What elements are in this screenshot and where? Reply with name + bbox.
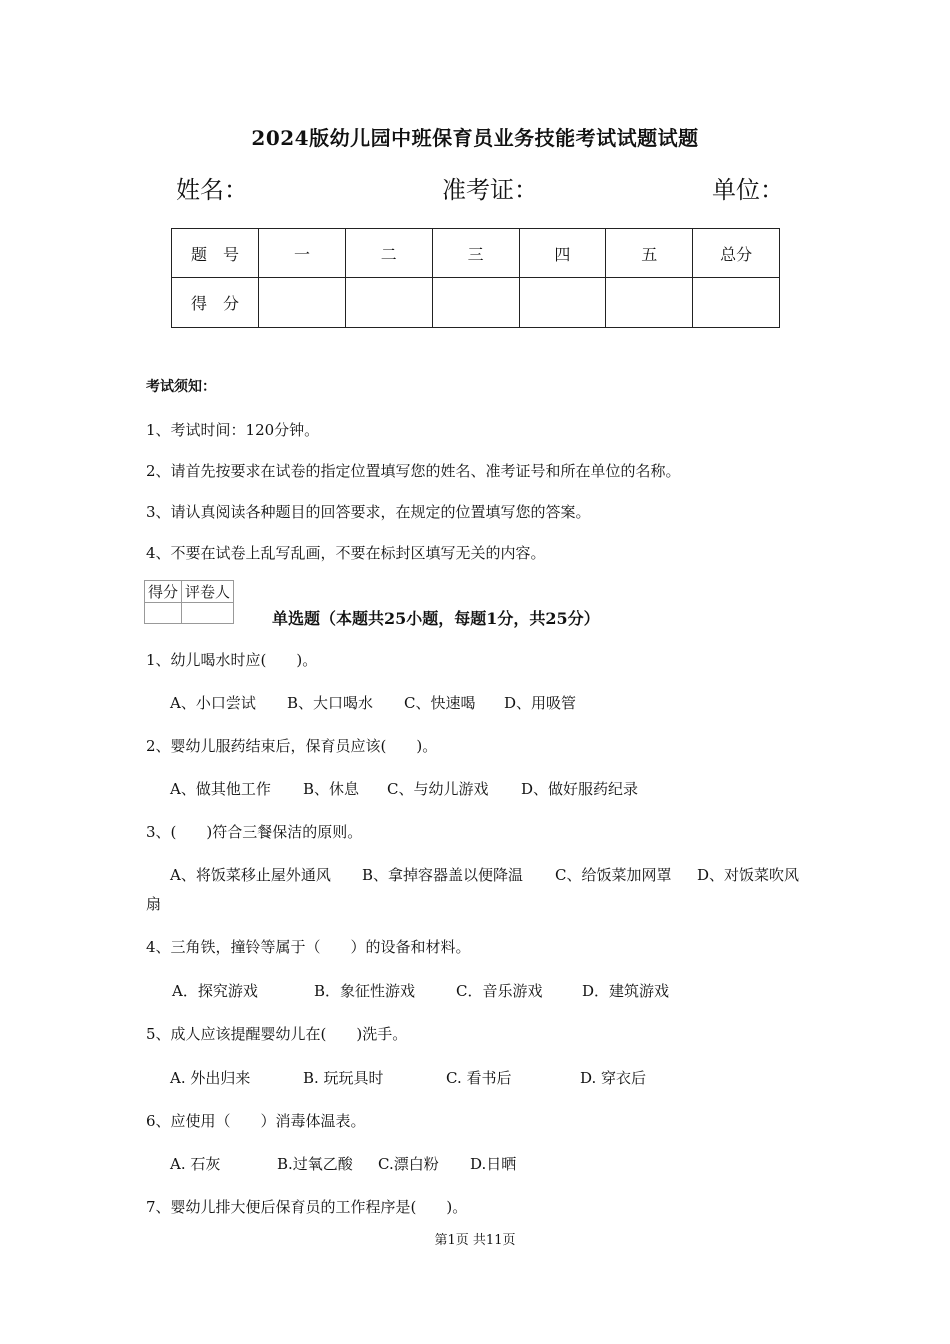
- notice-item: 3、请认真阅读各种题目的回答要求，在规定的位置填写您的答案。: [146, 503, 591, 521]
- notice-item: 4、不要在试卷上乱写乱画，不要在标封区填写无关的内容。: [146, 544, 546, 562]
- q3-option-b: B、拿掉容器盖以便降温: [362, 866, 524, 884]
- header-cell-question-no: 题 号: [172, 229, 259, 278]
- header-cell-total: 总分: [693, 229, 780, 278]
- header-cell-2: 二: [345, 229, 432, 278]
- score-cell: [693, 278, 780, 328]
- q2-option-d: D、做好服药纪录: [521, 780, 639, 798]
- q5-option-a: A. 外出归来: [170, 1069, 251, 1087]
- notice-item: 2、请首先按要求在试卷的指定位置填写您的姓名、准考证号和所在单位的名称。: [146, 462, 681, 480]
- score-row-label: 得 分: [172, 278, 259, 328]
- q2-option-c: C、与幼儿游戏: [387, 780, 489, 798]
- question-5: 5、成人应该提醒婴幼儿在( )洗手。: [146, 1025, 408, 1043]
- score-table-score-row: [172, 278, 780, 328]
- question-4: 4、三角铁，撞铃等属于（ ）的设备和材料。: [146, 938, 471, 956]
- q5-option-d: D. 穿衣后: [580, 1069, 647, 1087]
- q6-option-b: B.过氧乙酸: [277, 1155, 353, 1173]
- question-6: 6、应使用（ ）消毒体温表。: [146, 1112, 366, 1130]
- q4-option-b: B．象征性游戏: [314, 982, 416, 1000]
- page-title: 2024版幼儿园中班保育员业务技能考试试题试题: [251, 126, 699, 150]
- grader-reviewer-cell: [182, 603, 234, 624]
- page-footer: 第1页 共11页: [434, 1233, 516, 1248]
- header-cell-4: 四: [519, 229, 606, 278]
- question-2: 2、婴幼儿服药结束后，保育员应该( )。: [146, 737, 438, 755]
- q4-option-d: D．建筑游戏: [582, 982, 670, 1000]
- q3-option-a: A、将饭菜移止屋外通风: [170, 866, 331, 884]
- question-1: 1、幼儿喝水时应( )。: [146, 651, 318, 669]
- grader-score-label: 得分: [145, 581, 182, 603]
- q4-option-a: A．探究游戏: [172, 982, 258, 1000]
- score-cell: [432, 278, 519, 328]
- q5-option-b: B. 玩玩具时: [303, 1069, 384, 1087]
- score-cell: [259, 278, 346, 328]
- header-cell-5: 五: [606, 229, 693, 278]
- q1-option-d: D、用吸管: [504, 694, 577, 712]
- name-label: 姓名：: [176, 176, 248, 204]
- score-table-header-row: [172, 229, 780, 278]
- header-cell-3: 三: [432, 229, 519, 278]
- grader-reviewer-label: 评卷人: [182, 581, 234, 603]
- q3-option-d: D、对饭菜吹风: [697, 866, 800, 884]
- score-table: [171, 228, 780, 328]
- q2-option-a: A、做其他工作: [170, 780, 271, 798]
- section-title: 单选题（本题共25小题，每题1分，共25分）: [272, 609, 600, 628]
- score-cell: [606, 278, 693, 328]
- score-cell: [345, 278, 432, 328]
- unit-label: 单位：: [712, 176, 784, 204]
- exam-number-label: 准考证：: [442, 176, 538, 204]
- question-7: 7、婴幼儿排大便后保育员的工作程序是( )。: [146, 1198, 468, 1216]
- q3-option-c: C、给饭菜加网罩: [555, 866, 672, 884]
- grader-score-cell: [145, 603, 182, 624]
- q1-option-a: A、小口尝试: [170, 694, 256, 712]
- q6-option-c: C.漂白粉: [378, 1155, 439, 1173]
- notice-title: 考试须知：: [146, 379, 216, 395]
- q5-option-c: C. 看书后: [446, 1069, 512, 1087]
- q3-option-d-wrap: 扇: [146, 895, 162, 913]
- q2-option-b: B、休息: [303, 780, 360, 798]
- q1-option-c: C、快速喝: [404, 694, 476, 712]
- q1-option-b: B、大口喝水: [287, 694, 374, 712]
- header-cell-1: 一: [259, 229, 346, 278]
- score-cell: [519, 278, 606, 328]
- question-3: 3、( )符合三餐保洁的原则。: [146, 823, 363, 841]
- grader-box: [144, 580, 234, 624]
- q4-option-c: C．音乐游戏: [456, 982, 543, 1000]
- q6-option-d: D.日晒: [470, 1155, 517, 1173]
- notice-item: 1、考试时间：120分钟。: [146, 421, 320, 439]
- q6-option-a: A. 石灰: [170, 1155, 221, 1173]
